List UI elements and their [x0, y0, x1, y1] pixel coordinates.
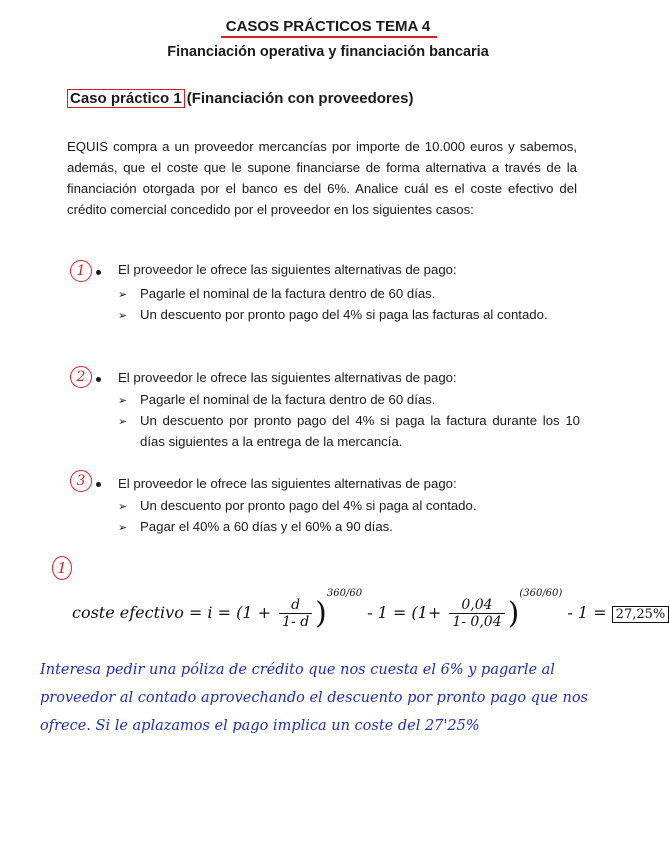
arrow-bullet-icon: ➢	[118, 310, 128, 322]
document-subtitle: Financiación operativa y financiación bancaria	[167, 44, 489, 60]
option-number-circle: 3	[70, 470, 92, 492]
formula-fraction	[279, 597, 312, 630]
close-paren: )	[507, 596, 520, 631]
formula-exponent: 360/60	[326, 588, 363, 599]
option-number-circle: 2	[70, 366, 92, 388]
arrow-bullet-icon: ➢	[118, 501, 128, 513]
case-topic: (Financiación con proveedores)	[186, 90, 414, 107]
option-item: Pagarle el nominal de la factura dentro de 60 días.	[140, 286, 436, 301]
arrow-bullet-icon: ➢	[118, 289, 128, 301]
option-item: Pagarle el nominal de la factura dentro de 60 días.	[140, 392, 436, 407]
title-underline	[221, 36, 437, 38]
formula-lhs: coste efectivo = i = (1 +	[72, 603, 272, 622]
formula-mid: - 1 = (1+	[367, 603, 442, 622]
option-item: Un descuento por pronto pago del 4% si paga la factura durante los 10 días siguientes a la entrega de la mercancía.	[140, 413, 580, 449]
solution-formula	[72, 588, 669, 631]
case-label: Caso práctico 1	[67, 89, 185, 108]
fraction-numerator: 0,04	[449, 597, 504, 614]
arrow-bullet-icon: ➢	[118, 522, 128, 534]
option-lead: El proveedor le ofrece las siguientes alternativas de pago:	[118, 476, 457, 491]
result-box: 27,25%	[612, 606, 669, 623]
option-lead: El proveedor le ofrece las siguientes alternativas de pago:	[118, 370, 457, 385]
option-lead: El proveedor le ofrece las siguientes alternativas de pago:	[118, 262, 457, 277]
formula-tail: - 1 =	[567, 603, 607, 622]
intro-paragraph: EQUIS compra a un proveedor mercancías por importe de 10.000 euros y sabemos, además, que el coste que le supone financiarse de forma alternativa a través de la financiación otorgada por el banco es del 6%. Analice cuál es el coste efectivo del crédito comercial concedido por el proveedor en los siguientes casos:	[67, 139, 577, 217]
fraction-denominator: 1- d	[282, 614, 310, 630]
solution-number-circle: 1	[52, 556, 72, 580]
option-item: Un descuento por pronto pago del 4% si paga al contado.	[140, 498, 477, 513]
solution-note: Interesa pedir una póliza de crédito que nos cuesta el 6% y pagarle al proveedor al contado aprovechando el descuento por pronto pago que nos ofrece. Si le aplazamos el pago implica un coste del 27'25%	[40, 662, 588, 734]
option-number-circle: 1	[70, 260, 92, 282]
bullet-icon	[96, 270, 101, 275]
arrow-bullet-icon: ➢	[118, 416, 128, 428]
bullet-icon	[96, 377, 101, 382]
option-item: Pagar el 40% a 60 días y el 60% a 90 días.	[140, 519, 393, 534]
formula-exponent: (360/60)	[519, 588, 563, 599]
close-paren: )	[315, 596, 327, 631]
fraction-denominator: 1- 0,04	[452, 614, 502, 630]
bullet-icon	[96, 482, 101, 487]
formula-fraction	[449, 597, 504, 630]
fraction-numerator: d	[279, 597, 312, 614]
case-heading	[67, 89, 413, 108]
arrow-bullet-icon: ➢	[118, 395, 128, 407]
option-item: Un descuento por pronto pago del 4% si paga las facturas al contado.	[140, 307, 548, 322]
document-title: CASOS PRÁCTICOS TEMA 4	[225, 18, 431, 35]
